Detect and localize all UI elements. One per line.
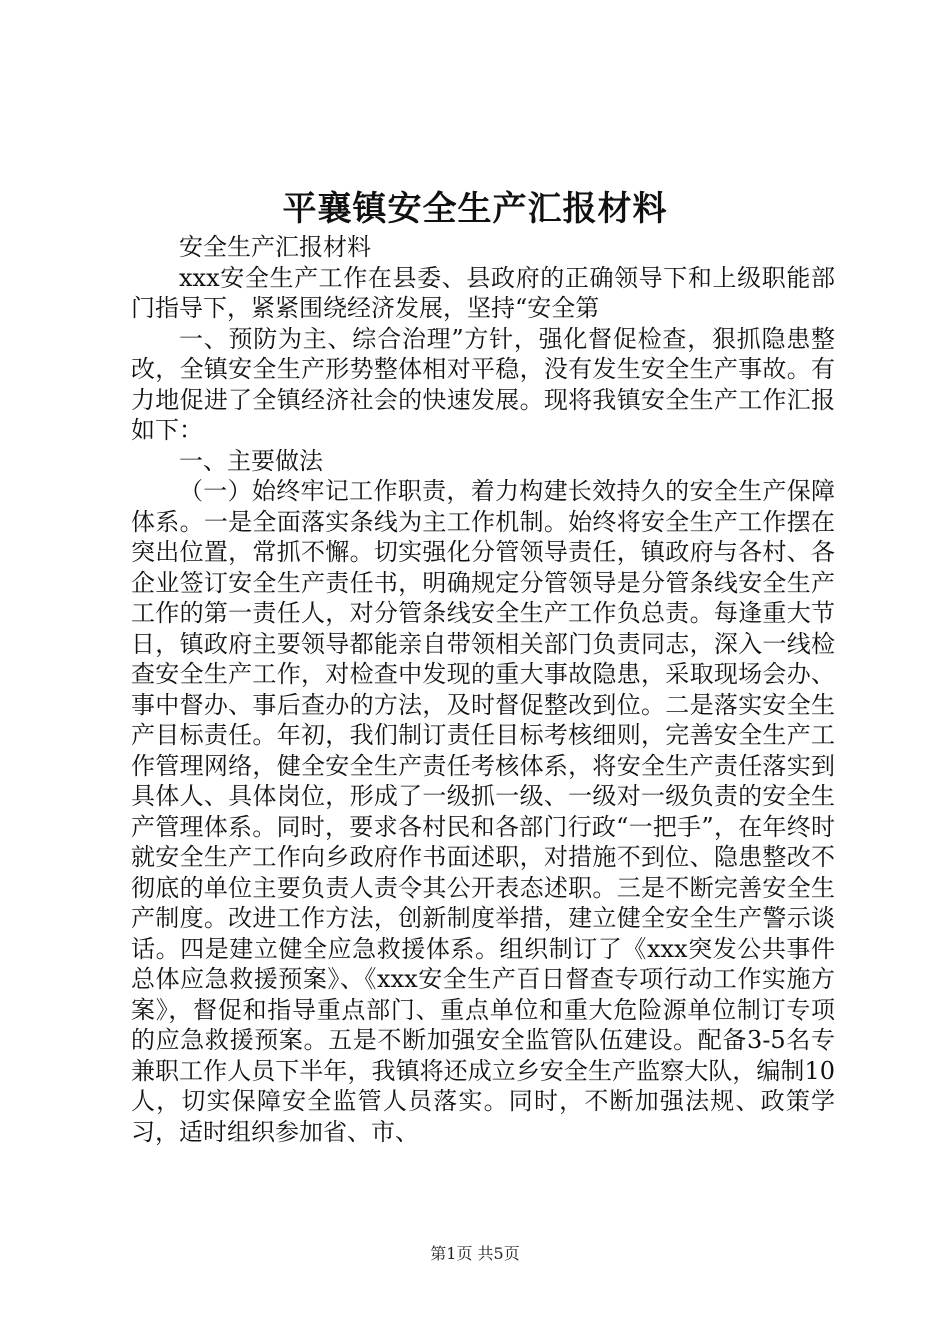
paragraph-subtitle: 安全生产汇报材料 [179,233,371,261]
page-number-footer: 第1页 共5页 [430,1244,520,1263]
document-title: 平襄镇安全生产汇报材料 [282,189,668,229]
section-heading-main-practices: 一、主要做法 [179,446,323,475]
paragraph-section-one: （一）始终牢记工作职责，着力构建长效持久的安全生产保障体系。一是全面落实条线为主工作机制。始终将安全生产工作摆在突出位置，常抓不懈。切实强化分管领导责任，镇政府与各村、各企业签订安全生产责任书，明确规定分管领导是分管条线安全生产工作的第一责任人，对分管条线安全生产工作负总责。每逢重大节日，镇政府主要领导都能亲自带领相关部门负责同志，深入一线检查安全生产工作，对检查中发现的重大事故隐患，采取现场会办、事中督办、事后查办的方法，及时督促整改到位。二是落实安全生产目标责任。年初，我们制订责任目标考核细则，完善安全生产工作管理网络，健全安全生产责任考核体系，将安全生产责任落实到具体人、具体岗位，形成了一级抓一级、一级对一级负责的安全生产管理体系。同时，要求各村民和各部门行政“一把手”，在年终时就安全生产工作向乡政府作书面述职，对措施不到位、隐患整改不彻底的单位主要负责人责令其公开表态述职。三是不断完善安全生产制度。改进工作方法，创新制度举措，建立健全安全生产警示谈话。四是建立健全应急救援体系。组织制订了《xxx突发公共事件总体应急救援预案》、《xxx安全生产百日督查专项行动工作实施方案》，督促和指导重点部门、重点单位和重大危险源单位制订专项的应急救援预案。五是不断加强安全监管队伍建设。配备3-5名专兼职工作人员下半年，我镇将还成立乡安全生产监察大队，编制10人，切实保障安全监管人员落实。同时，不断加强法规、政策学习，适时组织参加省、市、 [131,477,835,1146]
document-body [131,232,835,1147]
paragraph-intro-continued: 一、预防为主、综合治理”方针，强化督促检查，狠抓隐患整改，全镇安全生产形势整体相对平稳，没有发生安全生产事故。有力地促进了全镇经济社会的快速发展。现将我镇安全生产工作汇报如下： [131,324,835,444]
paragraph-intro: xxx安全生产工作在县委、县政府的正确领导下和上级职能部门指导下，紧紧围绕经济发展，坚持“安全第 [131,263,835,322]
